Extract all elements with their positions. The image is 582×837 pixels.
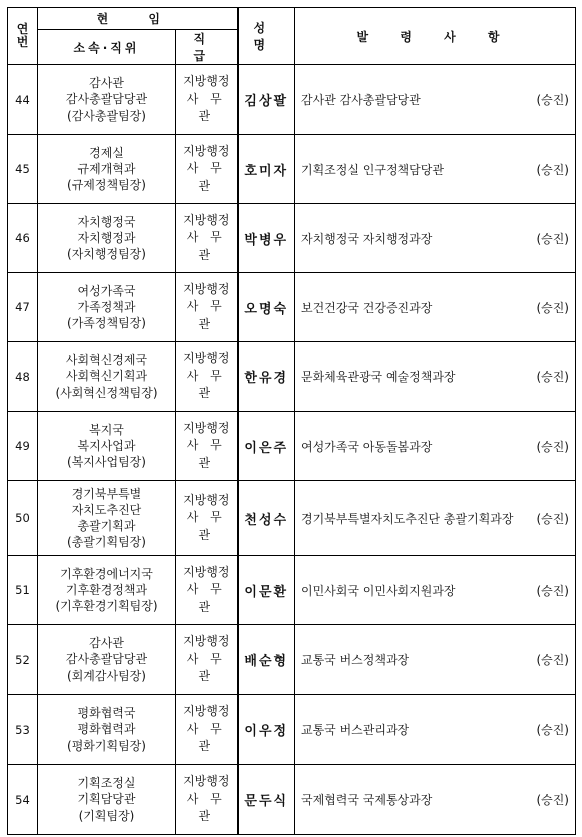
person-name-cell: 천성수 — [238, 481, 295, 556]
dept-position-line: (자치행정팀장) — [67, 247, 146, 262]
dept-position-line: 평화협력과 — [77, 722, 136, 737]
promotion-status: (승진) — [536, 370, 569, 384]
dept-position-line: (기후환경기획팀장) — [55, 599, 158, 614]
table-row — [8, 625, 576, 695]
promotion-status: (승진) — [536, 723, 569, 737]
grade-line: 사 무 관 — [186, 721, 226, 754]
grade-line: 지방행정 — [183, 634, 230, 649]
dept-position-cell — [38, 695, 176, 765]
table-row — [8, 695, 576, 765]
grade-line: 사 무 관 — [186, 230, 226, 262]
dept-position-cell — [38, 65, 176, 135]
serial-number-cell: 54 — [8, 765, 38, 835]
table-row — [8, 556, 576, 625]
table-row — [8, 765, 576, 835]
promotion-status: (승진) — [536, 93, 569, 107]
serial-number-cell: 48 — [8, 342, 38, 412]
serial-number-cell: 53 — [8, 695, 38, 765]
dept-position-cell — [38, 412, 176, 481]
grade-cell — [176, 481, 238, 556]
table-body — [8, 65, 576, 835]
appointment-cell — [295, 556, 576, 625]
grade-line: 지방행정 — [183, 420, 230, 435]
grade-cell — [176, 65, 238, 135]
grade-line: 사 무 관 — [186, 438, 226, 470]
header-grade: 직 급 — [176, 30, 238, 65]
dept-position-line: 감사관 — [89, 76, 124, 91]
grade-line: 사 무 관 — [186, 299, 226, 331]
appointment-text: 보건건강국 건강증진과장 — [301, 300, 433, 315]
appointment-text: 문화체육관광국 예술정책과장 — [301, 370, 456, 384]
appointment-cell — [295, 625, 576, 695]
table-row — [8, 204, 576, 273]
header-dept-position: 소속·직위 — [38, 30, 176, 65]
dept-position-line: 가족정책과 — [77, 299, 136, 314]
table-row — [8, 342, 576, 412]
dept-position-line: (평화기획팀장) — [67, 738, 146, 753]
personnel-order-table — [7, 7, 576, 835]
promotion-status: (승진) — [536, 583, 569, 598]
appointment-cell — [295, 135, 576, 204]
dept-position-line: 경기북부특별 — [71, 486, 142, 501]
person-name-cell: 호미자 — [238, 135, 295, 204]
appointment-cell — [295, 273, 576, 342]
dept-position-line: (기획팀장) — [78, 808, 135, 823]
appointment-cell — [295, 695, 576, 765]
grade-line: 지방행정 — [183, 564, 230, 579]
person-name-cell: 문두식 — [238, 765, 295, 835]
grade-cell — [176, 412, 238, 481]
serial-number-cell: 47 — [8, 273, 38, 342]
table-row — [8, 481, 576, 556]
person-name-cell: 박병우 — [238, 204, 295, 273]
grade-cell — [176, 342, 238, 412]
grade-line: 지방행정 — [183, 492, 230, 507]
serial-number-cell: 51 — [8, 556, 38, 625]
serial-number-cell: 52 — [8, 625, 38, 695]
table-row — [8, 135, 576, 204]
dept-position-cell — [38, 556, 176, 625]
grade-line: 사 무 관 — [186, 510, 226, 542]
grade-cell — [176, 556, 238, 625]
dept-position-line: 총괄기획과 — [77, 519, 136, 533]
appointment-text: 이민사회국 이민사회지원과장 — [301, 583, 456, 598]
person-name-cell: 오명숙 — [238, 273, 295, 342]
appointment-text: 기획조정실 인구정책담당관 — [301, 162, 444, 177]
dept-position-line: 규제개혁과 — [77, 161, 136, 176]
dept-position-line: 자치행정과 — [77, 230, 136, 245]
promotion-status: (승진) — [536, 231, 569, 246]
serial-number-cell: 46 — [8, 204, 38, 273]
grade-cell — [176, 135, 238, 204]
grade-line: 사 무 관 — [186, 582, 226, 614]
table-row — [8, 412, 576, 481]
dept-position-cell — [38, 625, 176, 695]
dept-position-line: (총괄기획팀장) — [67, 535, 146, 550]
grade-line: 지방행정 — [183, 774, 230, 789]
person-name-cell: 김상팔 — [238, 65, 295, 135]
header-serial-line1: 연 — [16, 21, 29, 36]
dept-position-line: 사회혁신경제국 — [65, 353, 148, 368]
grade-line: 사 무 관 — [186, 91, 226, 124]
serial-number-cell: 44 — [8, 65, 38, 135]
header-appointment: 발 령 사 항 — [295, 8, 576, 65]
appointment-cell — [295, 765, 576, 835]
header-current-position: 현 임 — [38, 8, 238, 30]
dept-position-line: (사회혁신정책팀장) — [55, 385, 158, 400]
dept-position-line: 기후환경에너지국 — [60, 566, 153, 581]
dept-position-line: 자치행정국 — [77, 214, 136, 229]
grade-line: 사 무 관 — [186, 368, 226, 401]
dept-position-line: 자치도추진단 — [71, 502, 142, 517]
promotion-status: (승진) — [536, 439, 569, 454]
dept-position-line: 사회혁신기획과 — [65, 369, 148, 384]
grade-cell — [176, 625, 238, 695]
grade-cell — [176, 204, 238, 273]
appointment-text: 교통국 버스정책과장 — [301, 653, 410, 667]
dept-position-line: 여성가족국 — [77, 283, 136, 298]
dept-position-line: 평화협력국 — [77, 706, 136, 721]
grade-line: 지방행정 — [183, 281, 230, 296]
dept-position-cell — [38, 481, 176, 556]
dept-position-cell — [38, 204, 176, 273]
appointment-cell — [295, 481, 576, 556]
grade-line: 지방행정 — [183, 704, 230, 719]
dept-position-line: (규제정책팀장) — [67, 178, 146, 193]
appointment-cell — [295, 65, 576, 135]
appointment-cell — [295, 342, 576, 412]
promotion-status: (승진) — [536, 511, 569, 526]
grade-line: 지방행정 — [183, 212, 230, 227]
person-name-cell: 이우정 — [238, 695, 295, 765]
promotion-status: (승진) — [536, 162, 569, 177]
appointment-text: 교통국 버스관리과장 — [301, 723, 410, 737]
serial-number-cell: 45 — [8, 135, 38, 204]
table-header — [8, 8, 576, 65]
person-name-cell: 이은주 — [238, 412, 295, 481]
dept-position-line: 기획조정실 — [77, 776, 136, 791]
serial-number-cell: 50 — [8, 481, 38, 556]
dept-position-line: (회계감사팀장) — [67, 668, 146, 683]
appointment-text: 여성가족국 아동돌봄과장 — [301, 439, 433, 454]
dept-position-line: (가족정책팀장) — [67, 316, 146, 331]
appointment-text: 자치행정국 자치행정과장 — [301, 231, 433, 246]
grade-cell — [176, 273, 238, 342]
promotion-status: (승진) — [536, 793, 569, 807]
dept-position-line: 기획담당관 — [77, 792, 136, 807]
appointment-text: 경기북부특별자치도추진단 총괄기획과장 — [301, 511, 514, 526]
grade-line: 사 무 관 — [186, 791, 226, 824]
grade-line: 사 무 관 — [186, 161, 226, 193]
grade-line: 지방행정 — [183, 74, 230, 89]
header-serial-line2: 번 — [16, 35, 29, 49]
grade-line: 지방행정 — [183, 351, 230, 366]
promotion-status: (승진) — [536, 300, 569, 315]
dept-position-cell — [38, 765, 176, 835]
dept-position-line: 복지사업과 — [77, 438, 136, 453]
grade-line: 사 무 관 — [186, 651, 226, 684]
promotion-status: (승진) — [536, 653, 569, 667]
dept-position-line: 기후환경정책과 — [65, 582, 148, 597]
appointment-text: 감사관 감사총괄담당관 — [301, 93, 421, 107]
dept-position-cell — [38, 273, 176, 342]
table-row — [8, 273, 576, 342]
table-row — [8, 65, 576, 135]
dept-position-line: 감사총괄담당관 — [65, 652, 148, 667]
dept-position-line: (복지사업팀장) — [67, 455, 146, 470]
person-name-cell: 한유경 — [238, 342, 295, 412]
header-name: 성 명 — [238, 8, 295, 65]
grade-cell — [176, 765, 238, 835]
person-name-cell: 배순형 — [238, 625, 295, 695]
header-serial-number — [8, 8, 38, 65]
appointment-text: 국제협력국 국제통상과장 — [301, 793, 433, 807]
appointment-cell — [295, 412, 576, 481]
grade-line: 지방행정 — [183, 143, 230, 158]
dept-position-line: (감사총괄팀장) — [67, 108, 146, 123]
grade-cell — [176, 695, 238, 765]
dept-position-cell — [38, 342, 176, 412]
dept-position-line: 감사총괄담당관 — [65, 92, 148, 107]
serial-number-cell: 49 — [8, 412, 38, 481]
person-name-cell: 이문환 — [238, 556, 295, 625]
dept-position-line: 경제실 — [89, 145, 124, 160]
dept-position-line: 감사관 — [89, 636, 124, 651]
appointment-cell — [295, 204, 576, 273]
dept-position-cell — [38, 135, 176, 204]
dept-position-line: 복지국 — [89, 422, 124, 437]
